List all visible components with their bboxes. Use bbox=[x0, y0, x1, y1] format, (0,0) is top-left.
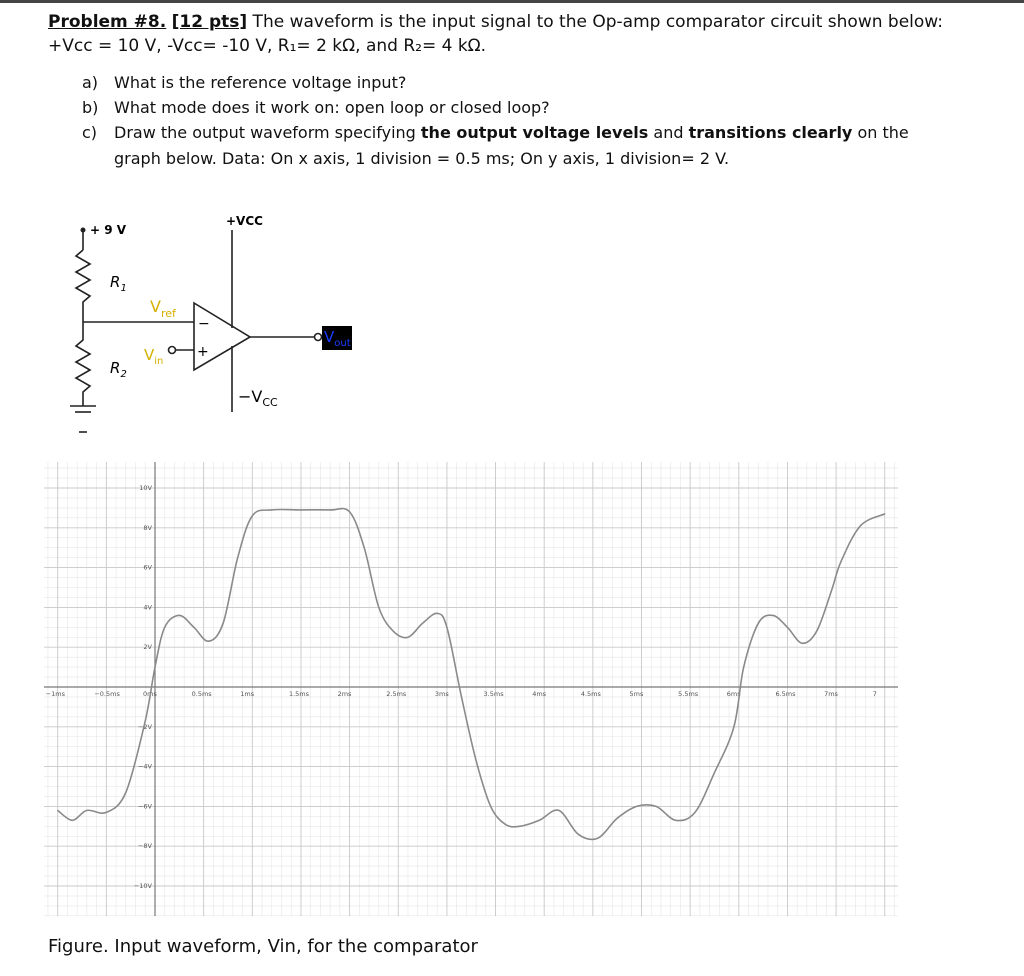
vin-data-point bbox=[578, 834, 579, 835]
vin-data-point bbox=[714, 772, 715, 773]
vin-data-point bbox=[330, 509, 331, 510]
question-a-label: a) bbox=[82, 73, 99, 92]
vin-data-point bbox=[164, 627, 165, 628]
vin-waveform-line bbox=[58, 509, 885, 840]
vin-data-point bbox=[57, 810, 58, 811]
opamp-minus: − bbox=[198, 316, 210, 332]
problem-parameters: +Vcc = 10 V, -Vcc= -10 V, R₁= 2 kΩ, and R₂= 4 kΩ. bbox=[48, 36, 487, 56]
vin-data-point bbox=[801, 643, 802, 644]
vin-data-point bbox=[72, 820, 73, 821]
question-b-label: b) bbox=[82, 98, 99, 117]
x-tick-label: −0.5ms bbox=[94, 690, 120, 698]
x-tick-label: 7ms bbox=[824, 690, 838, 698]
question-a-text: What is the reference voltage input? bbox=[114, 73, 407, 92]
vin-data-point bbox=[860, 525, 861, 526]
question-c-line2: graph below. Data: On x axis, 1 division = 0.5 ms; On y axis, 1 division= 2 V. bbox=[114, 149, 730, 168]
x-tick-label: 1ms bbox=[240, 690, 255, 698]
y-tick-label: −4V bbox=[137, 762, 152, 771]
vin-data-point bbox=[655, 806, 656, 807]
y-tick-label: −10V bbox=[133, 882, 152, 890]
vin-data-point bbox=[237, 557, 238, 558]
r1-label: $R_1$ bbox=[110, 273, 127, 294]
x-tick-label: 0.5ms bbox=[191, 690, 212, 698]
y-tick-label: 10V bbox=[139, 484, 152, 492]
vin-data-point bbox=[461, 696, 462, 697]
vin-data-point bbox=[490, 806, 491, 807]
vout-label: $V_{out}$ bbox=[324, 328, 351, 349]
x-tick-label: 2.5ms bbox=[386, 690, 407, 698]
y-tick-label: 8V bbox=[143, 523, 152, 532]
figure-caption: Figure. Input waveform, Vin, for the comparator bbox=[48, 936, 478, 957]
y-tick-label: −6V bbox=[137, 802, 152, 811]
problem-number: Problem #8. bbox=[48, 12, 167, 32]
vin-data-point bbox=[840, 561, 841, 562]
vin-data-point bbox=[597, 838, 598, 839]
opamp-plus: + bbox=[197, 344, 209, 360]
r2-label: $R_2$ bbox=[110, 359, 127, 380]
vin-data-point bbox=[758, 623, 759, 624]
vin-data-point bbox=[179, 615, 180, 616]
vin-data-point bbox=[208, 641, 209, 642]
vin-data-point bbox=[446, 627, 447, 628]
vin-data-point bbox=[675, 820, 676, 821]
vin-data-point bbox=[349, 511, 350, 512]
x-tick-label: −1ms bbox=[45, 690, 66, 698]
vin-label: $V_{in}$ bbox=[144, 346, 164, 367]
y-tick-label: 2V bbox=[143, 643, 152, 652]
supply-label: + 9 V bbox=[90, 223, 127, 237]
vin-data-point bbox=[437, 613, 438, 614]
vin-data-point bbox=[271, 509, 272, 510]
x-tick-label: 1.5ms bbox=[288, 690, 310, 698]
question-c-post: on the bbox=[852, 123, 909, 142]
x-tick-label: 6ms bbox=[726, 690, 741, 698]
vin-data-point bbox=[86, 810, 87, 811]
question-b-text: What mode does it work on: open loop or closed loop? bbox=[114, 98, 550, 117]
vin-data-point bbox=[816, 631, 817, 632]
vin-data-point bbox=[378, 607, 379, 608]
question-c-bold-levels: the output voltage levels bbox=[420, 123, 649, 142]
x-tick-label: 7 bbox=[872, 690, 877, 698]
x-tick-label: 3ms bbox=[434, 690, 449, 698]
vin-data-point bbox=[539, 820, 540, 821]
vin-data-point bbox=[884, 513, 885, 514]
vin-data-point bbox=[505, 824, 506, 825]
vin-data-point bbox=[300, 509, 301, 510]
vin-data-point bbox=[407, 637, 408, 638]
vcc-negative-label: $-V_{CC}$ bbox=[238, 387, 278, 409]
x-tick-label: 4ms bbox=[532, 690, 547, 698]
vin-data-point bbox=[772, 615, 773, 616]
y-tick-label: 6V bbox=[143, 563, 152, 572]
vin-data-point bbox=[223, 623, 224, 624]
vcc-positive-label: +VCC bbox=[226, 214, 263, 228]
vin-data-point bbox=[154, 667, 155, 668]
vin-data-point bbox=[558, 810, 559, 811]
vin-data-point bbox=[422, 623, 423, 624]
question-c-bold-transitions: transitions clearly bbox=[688, 123, 853, 142]
vin-data-point bbox=[252, 515, 253, 516]
question-c-pre: Draw the output waveform specifying bbox=[114, 123, 421, 142]
vin-data-point bbox=[125, 792, 126, 793]
x-tick-label: 3.5ms bbox=[483, 690, 504, 698]
vin-data-point bbox=[831, 591, 832, 592]
vin-data-point bbox=[475, 760, 476, 761]
vin-data-point bbox=[193, 627, 194, 628]
vin-data-point bbox=[694, 812, 695, 813]
question-c-label: c) bbox=[82, 123, 98, 142]
vin-data-point bbox=[636, 806, 637, 807]
x-tick-label: 5ms bbox=[629, 690, 644, 698]
y-tick-label: −8V bbox=[137, 842, 152, 851]
x-tick-label: 5.5ms bbox=[678, 690, 699, 698]
vin-data-point bbox=[787, 627, 788, 628]
vin-data-point bbox=[617, 818, 618, 819]
vin-data-point bbox=[519, 826, 520, 827]
x-tick-label: 2ms bbox=[337, 690, 352, 698]
question-c-mid: and bbox=[648, 123, 689, 142]
y-tick-label: −2V bbox=[137, 722, 152, 731]
vin-data-point bbox=[364, 547, 365, 548]
vref-label: $V_{ref}$ bbox=[150, 297, 176, 320]
vin-data-point bbox=[393, 631, 394, 632]
problem-intro: The waveform is the input signal to the Op-amp comparator circuit shown below: bbox=[247, 12, 943, 32]
vin-data-point bbox=[733, 726, 734, 727]
vin-data-point bbox=[145, 720, 146, 721]
x-tick-label: 4.5ms bbox=[580, 690, 601, 698]
y-tick-label: 4V bbox=[143, 603, 152, 612]
vin-data-point bbox=[743, 667, 744, 668]
vin-data-point bbox=[106, 812, 107, 813]
x-tick-label: 6.5ms bbox=[775, 690, 796, 698]
x-tick-label: 0ms bbox=[143, 690, 157, 698]
problem-points: [12 pts] bbox=[171, 12, 248, 32]
